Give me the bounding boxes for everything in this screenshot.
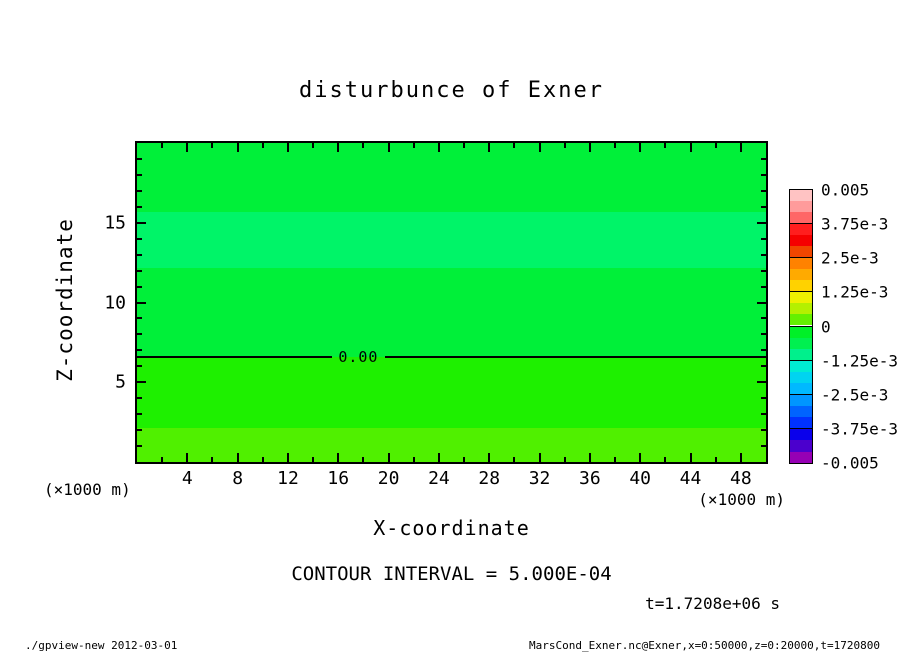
y-tick-label: 10: [104, 292, 126, 313]
axis-tick: [740, 143, 742, 152]
colorbar-step: [790, 280, 812, 291]
axis-tick: [186, 453, 188, 462]
contour-label: 0.00: [338, 348, 379, 367]
colorbar-step: [790, 258, 812, 269]
colorbar-step: [790, 303, 812, 314]
tone-band: [137, 357, 766, 428]
colorbar-box: [790, 190, 812, 224]
axis-tick: [488, 143, 490, 152]
time-annotation: t=1.7208e+06 s: [645, 594, 780, 613]
x-tick-label: 48: [729, 468, 752, 489]
axis-tick: [237, 143, 239, 152]
axis-tick: [137, 302, 146, 304]
axis-tick: [761, 174, 766, 176]
x-tick-label: 44: [679, 468, 702, 489]
colorbar-step: [790, 429, 812, 440]
colorbar-step: [790, 383, 812, 394]
footer-command-text: ./gpview-new 2012-03-01: [25, 639, 178, 652]
axis-tick: [211, 457, 213, 462]
colorbar-step: [790, 246, 812, 257]
axis-tick: [137, 206, 142, 208]
colorbar-step: [790, 235, 812, 246]
tone-band: [137, 143, 766, 212]
axis-tick: [664, 143, 666, 148]
colorbar-label: -2.5e-3: [821, 385, 889, 405]
axis-tick: [761, 413, 766, 415]
axis-tick: [761, 429, 766, 431]
x-tick-label: 16: [327, 468, 350, 489]
axis-tick: [463, 457, 465, 462]
colorbar-step: [790, 201, 812, 212]
colorbar-label: -3.75e-3: [821, 419, 899, 439]
axis-tick: [539, 143, 541, 152]
colorbar-step: [790, 292, 812, 303]
colorbar: [789, 189, 813, 464]
tone-band: [137, 212, 766, 268]
axis-tick: [137, 238, 142, 240]
axis-tick: [161, 143, 163, 148]
x-axis-label: X-coordinate: [373, 516, 530, 540]
axis-tick: [438, 143, 440, 152]
axis-tick: [137, 413, 142, 415]
axis-tick: [564, 143, 566, 148]
axis-tick: [262, 457, 264, 462]
colorbar-label: 1.25e-3: [821, 282, 889, 302]
x-tick-label: 8: [232, 468, 244, 489]
colorbar-box: [790, 292, 812, 326]
colorbar-box: [790, 258, 812, 292]
colorbar-step: [790, 372, 812, 383]
y-tick-label: 5: [115, 371, 126, 393]
axis-tick: [137, 349, 142, 351]
axis-tick: [438, 453, 440, 462]
y-axis-label: Z-coordinate: [53, 218, 77, 382]
axis-tick: [312, 457, 314, 462]
colorbar-label: 0.005: [821, 180, 870, 200]
axis-tick: [761, 286, 766, 288]
axis-tick: [564, 457, 566, 462]
axis-tick: [362, 143, 364, 148]
plot-frame: [135, 141, 768, 464]
axis-tick: [757, 381, 766, 383]
axis-tick: [137, 397, 142, 399]
axis-tick: [137, 445, 142, 447]
axis-tick: [690, 143, 692, 152]
axis-tick: [161, 457, 163, 462]
zero-contour-line: [137, 356, 332, 358]
axis-tick: [463, 143, 465, 148]
page-title: disturbunce of Exner: [299, 78, 604, 103]
colorbar-step: [790, 406, 812, 417]
axis-tick: [761, 445, 766, 447]
x-tick-label: 12: [277, 468, 299, 489]
colorbar-label: -1.25e-3: [821, 351, 899, 371]
colorbar-box: [790, 327, 812, 361]
colorbar-step: [790, 395, 812, 406]
colorbar-box: [790, 361, 812, 395]
axis-tick: [589, 143, 591, 152]
axis-tick: [287, 143, 289, 152]
axis-tick: [211, 143, 213, 148]
colorbar-step: [790, 224, 812, 235]
axis-tick: [761, 317, 766, 319]
colorbar-step: [790, 327, 812, 338]
axis-tick: [761, 397, 766, 399]
colorbar-step: [790, 440, 812, 451]
colorbar-box: [790, 395, 812, 429]
axis-tick: [690, 453, 692, 462]
axis-tick: [186, 143, 188, 152]
axis-tick: [513, 457, 515, 462]
colorbar-step: [790, 452, 812, 463]
axis-tick: [715, 457, 717, 462]
axis-tick: [589, 453, 591, 462]
axis-tick: [614, 457, 616, 462]
axis-tick: [761, 254, 766, 256]
x-tick-label: 4: [181, 468, 193, 489]
axis-tick: [761, 349, 766, 351]
colorbar-step: [790, 269, 812, 280]
axis-tick: [137, 429, 142, 431]
axis-tick: [137, 190, 142, 192]
axis-tick: [137, 317, 142, 319]
axis-tick: [715, 143, 717, 148]
axis-tick: [137, 381, 146, 383]
axis-tick: [337, 453, 339, 462]
colorbar-label: 3.75e-3: [821, 214, 889, 234]
axis-tick: [664, 457, 666, 462]
zero-contour-line: [385, 356, 766, 358]
x-tick-label: 24: [428, 468, 450, 489]
axis-tick: [137, 174, 142, 176]
axis-tick: [761, 158, 766, 160]
axis-tick: [137, 333, 142, 335]
tone-band: [137, 428, 766, 462]
colorbar-step: [790, 361, 812, 372]
axis-tick: [761, 365, 766, 367]
axis-tick: [761, 333, 766, 335]
axis-tick: [639, 453, 641, 462]
colorbar-label: 2.5e-3: [821, 248, 879, 268]
axis-tick: [137, 158, 142, 160]
axis-tick: [413, 143, 415, 148]
axis-tick: [539, 453, 541, 462]
axis-tick: [740, 453, 742, 462]
axis-tick: [388, 143, 390, 152]
x-tick-label: 28: [478, 468, 501, 489]
colorbar-step: [790, 349, 812, 360]
colorbar-step: [790, 190, 812, 201]
colorbar-label: 0: [821, 317, 831, 336]
axis-tick: [488, 453, 490, 462]
contour-interval-text: CONTOUR INTERVAL = 5.000E-04: [291, 563, 612, 585]
x-tick-label: 36: [579, 468, 601, 489]
colorbar-box: [790, 224, 812, 258]
colorbar-label: -0.005: [821, 453, 879, 473]
axis-tick: [761, 238, 766, 240]
x-tick-label: 32: [528, 468, 551, 489]
axis-tick: [137, 270, 142, 272]
colorbar-step: [790, 338, 812, 349]
axis-tick: [137, 286, 142, 288]
plot-area: [137, 143, 766, 462]
axis-tick: [757, 302, 766, 304]
axis-tick: [312, 143, 314, 148]
axis-tick: [337, 143, 339, 152]
axis-tick: [639, 143, 641, 152]
colorbar-step: [790, 417, 812, 428]
axis-tick: [761, 270, 766, 272]
axis-tick: [614, 143, 616, 148]
colorbar-box: [790, 429, 812, 463]
colorbar-step: [790, 212, 812, 223]
axis-tick: [237, 453, 239, 462]
axis-tick: [137, 254, 142, 256]
axis-tick: [137, 365, 142, 367]
footer-file-text: MarsCond_Exner.nc@Exner,x=0:50000,z=0:20000,t=1720800: [529, 639, 880, 652]
axis-tick: [388, 453, 390, 462]
x-axis-unit: (×1000 m): [698, 490, 785, 509]
axis-tick: [513, 143, 515, 148]
axis-tick: [413, 457, 415, 462]
axis-tick: [137, 222, 146, 224]
y-axis-unit: (×1000 m): [44, 480, 131, 499]
axis-tick: [287, 453, 289, 462]
y-tick-label: 15: [104, 212, 126, 234]
tone-band: [137, 268, 766, 357]
axis-tick: [761, 206, 766, 208]
axis-tick: [362, 457, 364, 462]
x-tick-label: 40: [629, 468, 652, 489]
x-tick-label: 20: [377, 468, 400, 489]
axis-tick: [761, 190, 766, 192]
axis-tick: [757, 222, 766, 224]
colorbar-step: [790, 314, 812, 325]
axis-tick: [262, 143, 264, 148]
